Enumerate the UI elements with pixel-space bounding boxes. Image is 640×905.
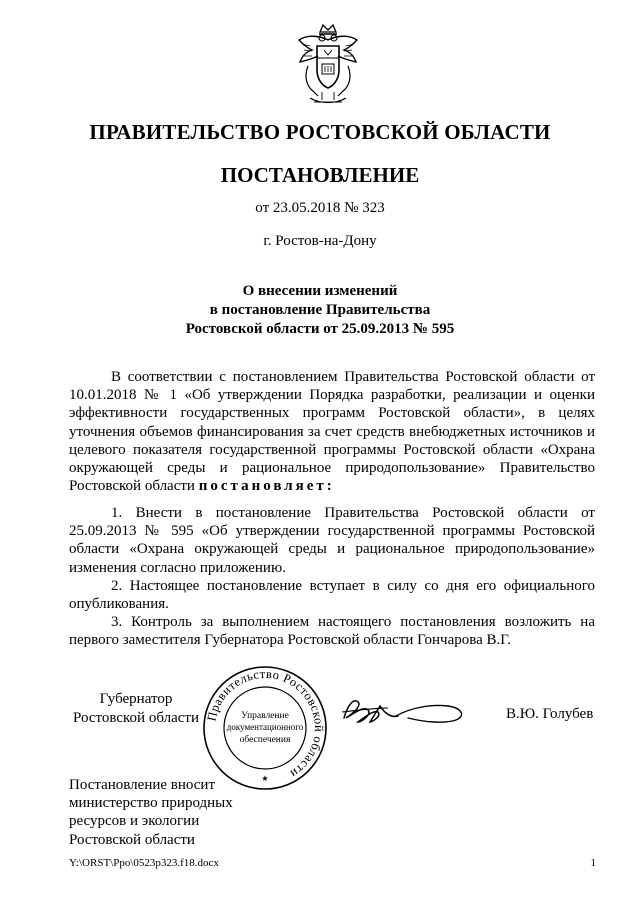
signatory-title	[66, 690, 206, 728]
submitter-line: Постановление вносит	[69, 777, 216, 793]
preamble-paragraph	[69, 368, 595, 495]
submitter-note	[69, 776, 233, 849]
official-stamp-icon	[201, 664, 329, 792]
organization-title: ПРАВИТЕЛЬСТВО РОСТОВСКОЙ ОБЛАСТИ	[89, 120, 551, 144]
stamp-center-line: обеспечения	[239, 735, 291, 745]
handwritten-signature-icon	[338, 692, 472, 732]
signatory-name: В.Ю. Голубев	[506, 706, 594, 722]
document-date-number: от 23.05.2018 № 323	[255, 200, 385, 216]
document-city: г. Ростов-на-Дону	[263, 233, 377, 249]
stamp-ring-text: Правительство Ростовской области	[204, 666, 327, 782]
footer-file-path: Y:\ORST\Ppo\0523p323.f18.docx	[69, 857, 219, 869]
submitter-line: министерство природных	[69, 795, 233, 812]
subject-line: О внесении изменений	[242, 283, 398, 299]
submitter-line: ресурсов и экологии	[69, 813, 200, 830]
preamble-text	[69, 368, 595, 495]
resolution-items	[69, 504, 595, 650]
submitter-line: Ростовской области	[69, 831, 195, 848]
resolution-item-3: 3. Контроль за выполнением настоящего постановления возложить на первого заместителя Губернатора Ростовской области Гончарова В.Г.	[69, 614, 595, 649]
document-subject	[0, 282, 640, 339]
svg-text:★: ★	[261, 774, 269, 783]
signatory-title-line: Ростовской области	[73, 710, 199, 726]
document-type-title: ПОСТАНОВЛЕНИЕ	[220, 163, 420, 187]
subject-line: в постановление Правительства	[209, 302, 431, 318]
resolves-word: постановляет:	[198, 478, 335, 495]
stamp-center-line: документационного	[226, 722, 304, 732]
preamble-body: В соответствии с постановлением Правительства Ростовской области от 10.01.2018 № 1 «Об утверждении Порядка разработки, реализации и оценки эффективности государственных программ Ростовской области», в целях уточнения объемов финансирования за счет средств внебюджетных источников и целевого показателя государственной программы Ростовской области «Охрана окружающей среды и рациональное природопользование» Правительство Ростовской области	[69, 369, 595, 495]
subject-line: Ростовской области от 25.09.2013 № 595	[185, 321, 455, 337]
footer-page-number: 1	[590, 857, 596, 869]
resolution-item-1: 1. Внести в постановление Правительства Ростовской области от 25.09.2013 № 595 «Об утверждении государственной программы Ростовской области «Охрана окружающей среды и рациональное природопользование» изменения согласно приложению.	[69, 505, 595, 576]
coat-of-arms-emblem-icon	[294, 22, 362, 108]
resolution-item-2: 2. Настоящее постановление вступает в силу со дня его официального опубликования.	[69, 577, 595, 613]
stamp-center-line: Управление	[241, 711, 289, 721]
signatory-title-line: Губернатор	[99, 691, 173, 707]
